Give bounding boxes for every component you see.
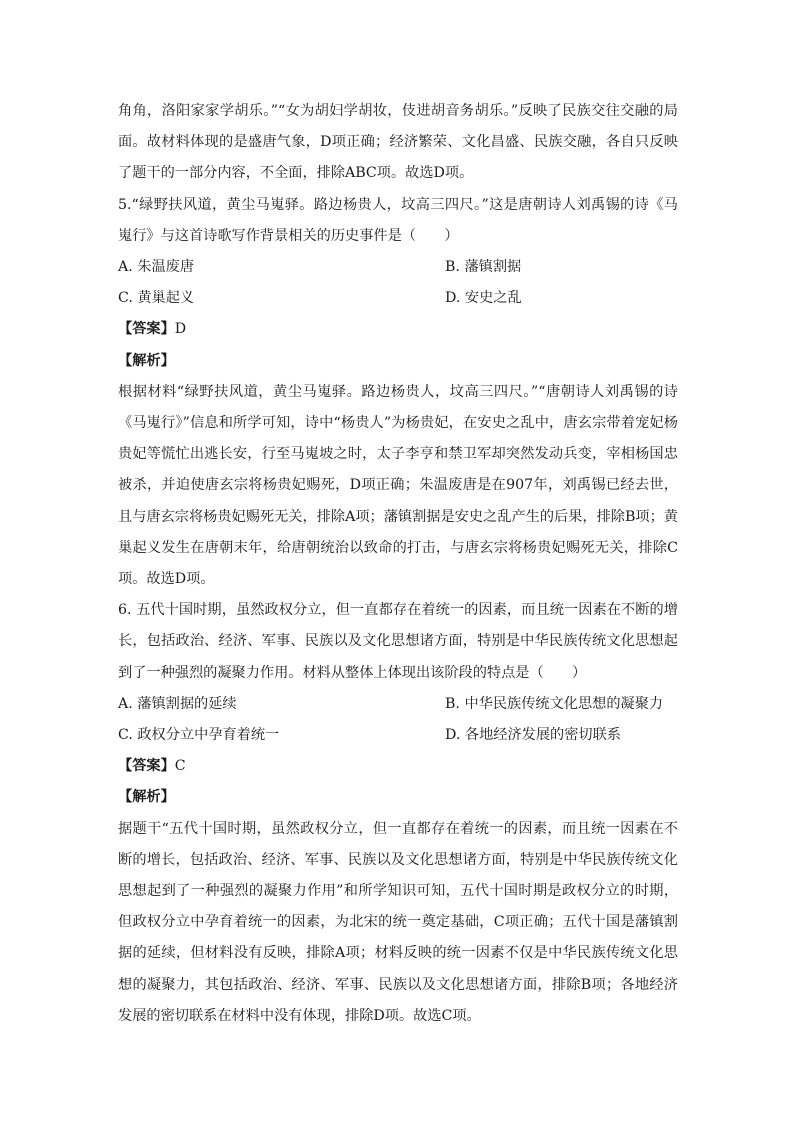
question-stem: 5.“绿野扶风道，黄尘马嵬驿。路边杨贵人，坟高三四尺。”这是唐朝诗人刘禹锡的诗《马嵬行》与这首诗歌写作背景相关的历史事件是（ ） — [118, 196, 678, 244]
question-6 — [118, 595, 678, 1032]
options-grid — [118, 252, 678, 314]
option-a: A. 藩镇割据的延续 — [118, 695, 237, 712]
option-d: D. 安史之乱 — [445, 290, 522, 307]
previous-analysis-continuation: 角角，洛阳家家学胡乐。”“女为胡妇学胡妆，伎进胡音务胡乐。”反映了民族交往交融的局面。故材料体现的是盛唐气象，D项正确；经济繁荣、文化昌盛、民族交融，各自只反映了题干的一部分内容，不全面，排除ABC项。故选D项。 — [118, 103, 678, 182]
document-page — [118, 96, 678, 1032]
option-c: C. 黄巢起义 — [118, 290, 195, 307]
option-c: C. 政权分立中孕育着统一 — [118, 727, 280, 744]
options-grid — [118, 689, 678, 751]
answer-label: 【答案】 — [118, 758, 175, 775]
option-b: B. 中华民族传统文化思想的凝聚力 — [445, 695, 664, 712]
analysis-label: 【解析】 — [118, 352, 175, 369]
answer-line — [118, 751, 678, 782]
question-stem: 6. 五代十国时期，虽然政权分立，但一直都存在着统一的因素，而且统一因素在不断的增长，包括政治、经济、军事、民族以及文化思想诸方面，特别是中华民族传统文化思想起到了一种强烈的凝聚力作用。材料从整体上体现出该阶段的特点是（ ） — [118, 602, 678, 681]
option-b: B. 藩镇割据 — [445, 259, 522, 276]
analysis-label: 【解析】 — [118, 789, 175, 806]
analysis-text: 据题干“五代十国时期，虽然政权分立，但一直都存在着统一的因素，而且统一因素在不断的增长，包括政治、经济、军事、民族以及文化思想诸方面，特别是中华民族传统文化思想起到了一种强烈的凝聚力作用”和所学知识可知，五代十国时期是政权分立的时期，但政权分立中孕育着统一的因素，为北宋的统一奠定基础，C项正确；五代十国是藩镇割据的延续，但材料没有反映，排除A项；材料反映的统一因素不仅是中华民族传统文化思想的凝聚力，其包括政治、经济、军事、民族以及文化思想诸方面，排除B项；各地经济发展的密切联系在材料中没有体现，排除D项。故选C项。 — [118, 820, 678, 1024]
option-d: D. 各地经济发展的密切联系 — [445, 727, 621, 744]
question-5 — [118, 190, 678, 596]
analysis-text: 根据材料“绿野扶风道，黄尘马嵬驿。路边杨贵人，坟高三四尺。”“唐朝诗人刘禹锡的诗《马嵬行》”信息和所学可知，诗中“杨贵人”为杨贵妃，在安史之乱中，唐玄宗带着宠妃杨贵妃等慌忙出逃长安，行至马嵬坡之时，太子李亨和禁卫军却突然发动兵变，宰相杨国忠被杀，并迫使唐玄宗将杨贵妃赐死，D项正确；朱温废唐是在907年，刘禹锡已经去世，且与唐玄宗将杨贵妃赐死无关，排除A项；藩镇割据是安史之乱产生的后果，排除B项；黄巢起义发生在唐朝末年，给唐朝统治以致命的打击，与唐玄宗将杨贵妃赐死无关，排除C项。故选D项。 — [118, 383, 678, 588]
answer-label: 【答案】 — [118, 321, 175, 338]
answer-line — [118, 314, 678, 345]
answer-value: C — [174, 758, 186, 775]
option-a: A. 朱温废唐 — [118, 259, 195, 276]
answer-value: D — [174, 321, 187, 338]
